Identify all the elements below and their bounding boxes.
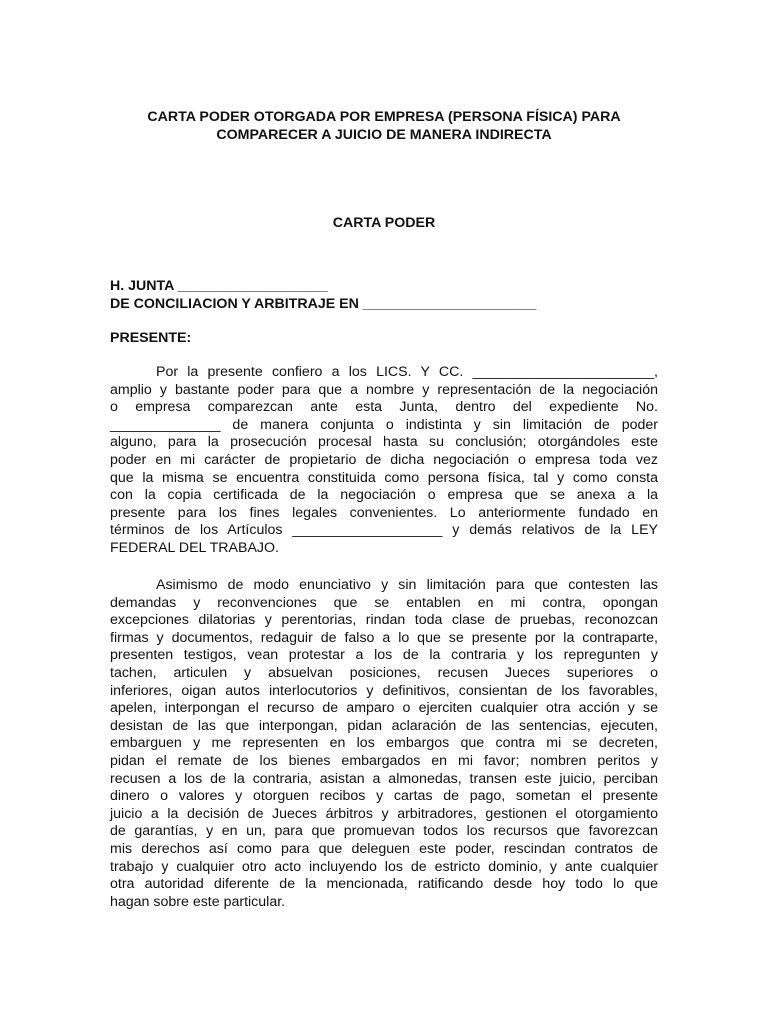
paragraph-powers-list bbox=[110, 577, 658, 911]
document-title bbox=[100, 108, 668, 144]
paragraph-line: mis derechos así como para que deleguen este poder, rescindan contratos de bbox=[110, 840, 658, 857]
paragraph-line: Asimismo de modo enunciativo y sin limitación para que contesten las bbox=[156, 577, 658, 593]
paragraph-line: con la copia certificada de la negociación o empresa que se anexa a la bbox=[110, 487, 658, 504]
paragraph-line: hagan sobre este particular. bbox=[110, 893, 286, 910]
title-line: COMPARECER A JUICIO DE MANERA INDIRECTA bbox=[216, 127, 552, 143]
paragraph-line: juicio a la decisión de Jueces árbitros y arbitradores, gestionen el otorgamiento bbox=[110, 805, 658, 822]
paragraph-line: o empresa comparezcan ante esta Junta, dentro del expediente No. bbox=[110, 399, 658, 416]
paragraph-line: recusen a los de la contraria, asistan a almonedas, transen este juicio, perciban bbox=[110, 770, 658, 787]
paragraph-line: tachen, articulen y absuelvan posiciones, recusen Jueces superiores o bbox=[110, 664, 658, 681]
paragraph-line: que la misma se encuentra constituida como persona física, tal y como consta bbox=[110, 469, 658, 486]
paragraph-line: Por la presente confiero a los LICS. Y CC. _______________________, bbox=[156, 364, 658, 380]
paragraph-line: amplio y bastante poder para que a nombre y representación de la negociación bbox=[110, 381, 658, 398]
paragraph-line: firmas y documentos, redaguir de falso a lo que se presente por la contraparte, bbox=[110, 629, 658, 646]
paragraph-line: términos de los Artículos ___________________ y demás relativos de la LEY bbox=[110, 522, 658, 539]
paragraph-line: otra autoridad diferente de la mencionada, ratificando desde hoy todo lo que bbox=[110, 876, 658, 893]
paragraph-line: inferiores, oigan autos interlocutorios y definitivos, consientan de los favorables, bbox=[110, 682, 658, 699]
title-line: CARTA PODER OTORGADA POR EMPRESA (PERSONA FÍSICA) PARA bbox=[147, 109, 621, 125]
addressee-block bbox=[110, 277, 536, 313]
document-subtitle: CARTA PODER bbox=[332, 215, 436, 231]
paragraph-line: desistan de las que interpongan, pidan aclaración de las sentencias, ejecuten, bbox=[110, 717, 658, 734]
paragraph-line: pidan el remate de los bienes embargados en mi favor; nombren peritos y bbox=[110, 752, 658, 769]
salutation: PRESENTE: bbox=[110, 330, 192, 346]
paragraph-line: trabajo y cualquier otro acto incluyendo los de estricto dominio, y ante cualquier bbox=[110, 858, 658, 875]
paragraph-line: FEDERAL DEL TRABAJO. bbox=[110, 539, 279, 556]
paragraph-line: excepciones dilatorias y perentorias, rindan toda clase de pruebas, reconozcan bbox=[110, 612, 658, 629]
paragraph-line: ______________ de manera conjunta o indistinta y sin limitación de poder bbox=[110, 416, 658, 433]
paragraph-line: dinero o valores y otorguen recibos y cartas de pago, sometan el presente bbox=[110, 788, 658, 805]
paragraph-line: apelen, interpongan el recurso de amparo o ejerciten cualquier otra acción y se bbox=[110, 700, 658, 717]
paragraph-line: de garantías, y en un, para que promuevan todos los recursos que favorezcan bbox=[110, 823, 658, 840]
paragraph-line: embarguen y me representen en los embargos que contra mi se decreten, bbox=[110, 735, 658, 752]
addressee-line: H. JUNTA ___________________ bbox=[110, 278, 328, 294]
paragraph-line: presenten testigos, vean protestar a los de la contraria y los repregunten y bbox=[110, 647, 658, 664]
paragraph-line: poder en mi carácter de propietario de dicha negociación o empresa toda vez bbox=[110, 451, 658, 468]
paragraph-line: alguno, para la prosecución procesal hasta su conclusión; otorgándoles este bbox=[110, 434, 658, 451]
paragraph-line: presente para los fines legales convenientes. Lo anteriormente fundado en bbox=[110, 504, 658, 521]
paragraph-granting-power bbox=[110, 364, 658, 558]
paragraph-line: demandas y reconvenciones que se entablen en mi contra, opongan bbox=[110, 594, 658, 611]
addressee-line: DE CONCILIACION Y ARBITRAJE EN ______________________ bbox=[110, 296, 537, 312]
